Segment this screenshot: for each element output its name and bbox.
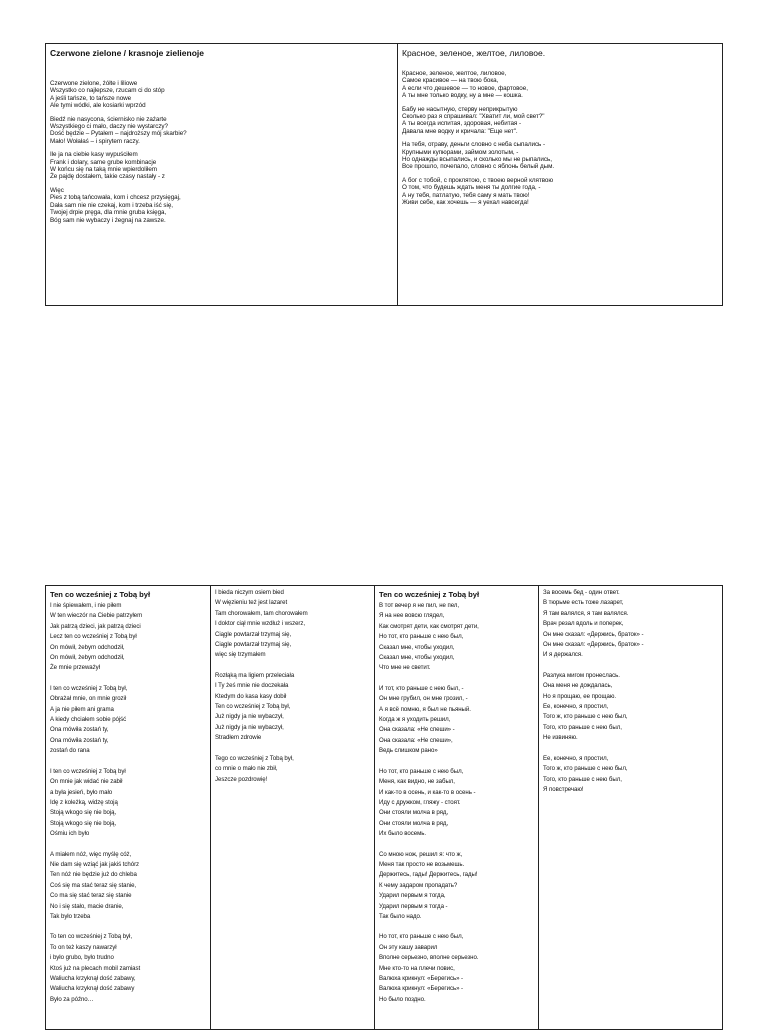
lyric-line: Бабу не насытную, стерву неприкрытую — [402, 105, 518, 113]
lyric-line: Но тот, кто раньше с нею был, — [379, 767, 464, 775]
lyric-line: Idę z koleżką, widzę stoją — [50, 798, 118, 806]
stanza — [50, 80, 393, 110]
lyric-line: Ciągle powtarzał trzymaj się, — [215, 641, 292, 649]
lyric-line: Но однажды всыпались, и сколько мы не рыпались, — [402, 156, 552, 164]
lyric-line: Вполне серьезно, вполне серьезно. — [379, 954, 479, 962]
lyric-line: Он эту кашу заварил — [379, 943, 438, 951]
lyric-line: Иду с дружком, гляжу - стоят. — [379, 798, 461, 806]
stanza — [215, 588, 370, 661]
lyric-line: Она сказала: «Не спеши», — [379, 736, 453, 744]
polish-column — [46, 44, 397, 305]
stanza — [379, 601, 534, 674]
lyric-line: Самое красивое — на твою бока, — [402, 77, 499, 85]
lyric-line: Frank i dolary, same grube kombinacje — [50, 158, 157, 166]
stanza — [50, 932, 206, 1005]
lyric-line: Ile ja na ciebie kasy wypuściłem — [50, 151, 138, 159]
lyric-line: В тюрьме есть тоже лазарет, — [543, 599, 624, 607]
lyric-line: Так было надо. — [379, 912, 422, 920]
lyric-line: I doktor ciął mnie wzdłuż i wszerz, — [215, 620, 306, 628]
lyric-line: Czerwone zielone, żółte i liliowe — [50, 80, 138, 87]
lyric-line: Tego co wcześniej z Tobą był, — [215, 754, 294, 762]
lyric-line: Stoją wkogo się nie boją, — [50, 809, 117, 817]
lyric-line: Он мне сказал: «Держись, браток» - — [543, 630, 644, 638]
lyric-line: Rozłąką ma ligiem przeleciała — [215, 671, 295, 679]
russian-column — [397, 44, 722, 305]
lyric-line: Он мне сказал: «Держись, браток» - — [543, 641, 644, 649]
lyric-line: Wszystko co najlepsze, rzucam ci do stóp — [50, 87, 165, 95]
russian-lyrics-part2 — [538, 586, 722, 1029]
stanza — [50, 187, 393, 224]
lyric-line: В тот вечер я не пил, не пел, — [379, 602, 460, 609]
lyric-line: Того ж, кто раньше с нею был, — [543, 713, 628, 721]
stanza — [379, 932, 534, 1005]
lyric-line: I Ty żeś mnie nie doczekała — [215, 682, 289, 690]
lyric-line: Что мне не светит. — [379, 664, 431, 672]
lyric-line: a była jesień, było mało — [50, 788, 113, 796]
russian-song-title-2: Ten co wcześniej z Tobą był — [379, 590, 480, 599]
lyric-line: A ja nie piłem ani grama — [50, 705, 114, 713]
stanza — [402, 177, 718, 207]
lyric-line: Że pajdę dostałem, takie czasy nastały - z — [50, 173, 165, 181]
lyric-line: Ее, конечно, я простил, — [543, 703, 609, 711]
stanza — [50, 850, 206, 923]
lyric-line: To on też kaszy nawarzył — [50, 943, 117, 951]
lyric-line: Że mnie przeważył — [50, 664, 100, 672]
lyric-line: И как-то в осень, и как-то в осень - — [379, 788, 476, 796]
lyric-line: Но тот, кто раньше с нею был, — [379, 633, 464, 641]
stanza — [50, 601, 206, 674]
stanza — [379, 767, 534, 840]
lyric-line: А если что дешевое — то новое, фартовое, — [402, 84, 528, 92]
lyric-line: On mówił, żebym odchodził, — [50, 654, 125, 662]
lyric-line: Но было поздно. — [379, 995, 426, 1003]
lyric-line: Już nigdy ja nie wybaczył, — [215, 723, 284, 731]
lyric-line: Они стояли молча в ряд, — [379, 819, 449, 827]
lyric-line: A jeśli tańsze, to tańsze nowe — [50, 94, 132, 102]
stanza — [215, 671, 370, 744]
stanza — [215, 754, 370, 785]
lyric-line: Jak patrzą dzieci, jak patrzą dzieci — [50, 622, 141, 630]
lyric-line: За восемь бед - один ответ. — [543, 589, 620, 596]
lyric-line: Ciągle powtarzał trzymaj się, — [215, 630, 292, 638]
lyric-line: I ten co wcześniej z Tobą był — [50, 767, 126, 775]
lyric-line: А я всё помню, я был не пьяный. — [379, 705, 471, 713]
lyric-line: Меня, как видно, не забыл, — [379, 778, 455, 786]
lyric-line: Она меня не дождалась, — [543, 682, 613, 690]
lyric-line: A kiedy chciałem sobie pójść — [50, 716, 127, 724]
lyric-line: To ten co wcześniej z Tobą był, — [50, 933, 132, 941]
lyric-line: zostań do rana — [50, 747, 90, 755]
lyric-line: Jeszcze pozdrowię! — [215, 775, 268, 783]
stanza — [543, 671, 718, 744]
lyric-line: И я держался. — [543, 651, 583, 659]
lyric-line: Stoją wkogo się nie boją, — [50, 819, 117, 827]
lyric-line: Co ma się stać teraz się stanie — [50, 892, 132, 900]
bottom-table — [45, 585, 723, 1030]
lyric-line: Валюха крикнул: «Берегись» - — [379, 985, 464, 993]
lyric-line: Когда ж я уходить решил, — [379, 716, 451, 724]
lyric-line: Ten nóż nie będzie już do chleba — [50, 871, 137, 879]
lyric-line: i było grubo, było trudno — [50, 954, 114, 962]
lyric-line: Как смотрят дети, как смотрят дети, — [379, 622, 479, 630]
lyric-line: Mało! Wołałaś – i spirytem raczy. — [50, 137, 140, 145]
stanza — [402, 70, 718, 100]
stanza — [402, 106, 718, 136]
lyric-line: Но тот, кто раньше с нею был, — [379, 933, 464, 941]
lyric-line: К чему задаром пропадать? — [379, 881, 458, 889]
lyric-line: Того ж, кто раньше с нею был, — [543, 765, 628, 773]
lyric-line: Валюха крикнул: «Берегись» - — [379, 975, 464, 982]
lyric-line: Сколько раз я спрашивал: "Хватит ли, мой свет?" — [402, 113, 545, 121]
lyric-line: Pies z tobą tańcowała, kom i chcesz przysięgaj, — [50, 194, 181, 202]
lyric-line: Bóg sam nie wybaczy i żegnaj na zawsze. — [50, 216, 166, 224]
lyric-line: I nie śpiewałem, i nie piłem — [50, 602, 122, 609]
lyric-line: Było za późno… — [50, 995, 94, 1003]
polish-song-title: Czerwone zielone / krasnoje zielienoje — [50, 48, 204, 58]
lyric-line: No i się stało, macie dranie, — [50, 902, 124, 910]
lyric-line: Waliucha krzyknął dość zabawy, — [50, 975, 136, 982]
lyric-line: Lecz ten co wcześniej z Tobą był — [50, 633, 137, 641]
lyric-line: Я на нее вовсю глядел, — [379, 612, 445, 620]
lyric-line: И тот, кто раньше с нею был, - — [379, 684, 464, 692]
lyric-line: W ten wieczór na Ciebie patrzyłem — [50, 612, 143, 620]
lyric-line: Więc — [50, 186, 64, 194]
lyric-line: Ona mówiła zostań ty, — [50, 736, 109, 744]
lyric-line: Сказал мне, чтобы уходил, — [379, 654, 455, 662]
lyric-line: W końcu się na taką mnie wpierdoliłem — [50, 166, 157, 174]
polish-song-title-2: Ten co wcześniej z Tobą był — [50, 590, 151, 599]
stanza — [50, 767, 206, 840]
lyric-line: Крупными купюрами, займом золотым, - — [402, 148, 519, 156]
lyric-line: On mnie jak widać nie zabił — [50, 778, 123, 786]
lyric-line: Biedź nie nasycona, ściernisko nie zażarte — [50, 115, 167, 123]
lyric-line: На тебя, отраву, деньги словно с неба сыпались - — [402, 141, 546, 149]
stanza — [50, 684, 206, 757]
lyric-line: Tam chorowałem, tam chorowałem — [215, 609, 308, 617]
lyric-line: Того, кто раньше с нею был, — [543, 723, 622, 731]
lyric-line: I ten co wcześniej z Tobą był, — [50, 684, 128, 692]
lyric-line: Ударил первым я тогда, — [379, 892, 446, 900]
lyric-line: А бог с тобой, с проклятою, с твоею верной клятвою — [402, 176, 554, 184]
stanza — [379, 850, 534, 923]
lyric-line: Я там валялся, я там валялся. — [543, 609, 629, 617]
lyric-line: Waliucha krzyknął dość zabawy — [50, 985, 135, 993]
lyric-line: Живи себе, как хочешь — я уехал навсегда! — [402, 199, 529, 207]
lyric-line: А ты мне только водку, ну а мне — кошка. — [402, 92, 523, 100]
lyric-line: Stradłem zdrowie — [215, 734, 262, 742]
lyric-line: Их было восемь. — [379, 830, 426, 838]
lyric-line: Сказал мне, чтобы уходил, — [379, 643, 455, 651]
lyric-line: Nie dam się wziąć jak jakiś tchórz — [50, 860, 140, 868]
lyric-line: Tak było trzeba — [50, 912, 91, 920]
stanza — [543, 588, 718, 661]
stanza — [402, 141, 718, 171]
lyric-line: Ale tymi wódki, ale kosiarki wprzód — [50, 102, 146, 110]
lyric-line: Dość będzie – Pytałem – najdroższy mój skarbie? — [50, 130, 187, 138]
lyric-line: Twojej drpie pręga, dla mnie gruba księga, — [50, 209, 167, 217]
russian-song-title: Красное, зеленое, желтое, лиловое. — [402, 48, 546, 58]
top-table — [45, 43, 723, 306]
lyric-line: Мне кто-то на плечи повис, — [379, 964, 455, 972]
polish-lyrics-part1 — [46, 586, 210, 1029]
lyric-line: Красное, зеленое, желтое, лиловое, — [402, 70, 507, 77]
lyric-line: Я повстречаю! — [543, 785, 584, 793]
lyric-line: А ну тебя, патлатую, тебя саму я мать твою! — [402, 191, 530, 199]
lyric-line: А ты всегда испитая, здоровая, небитая - — [402, 120, 522, 128]
lyric-line: Меня так просто не возьмешь. — [379, 860, 465, 868]
lyric-line: Со мною нож, решил я: что ж, — [379, 850, 463, 858]
lyric-line: Obrażał mnie, on mnie groził — [50, 695, 127, 703]
lyric-line: Не извиняю. — [543, 734, 578, 742]
lyric-line: Но я прощаю, ее прощаю. — [543, 692, 616, 700]
lyric-line: Ее, конечно, я простил, — [543, 754, 609, 762]
lyric-line: Врач резал вдоль и поперек, — [543, 620, 624, 628]
lyric-line: W więzieniu też jest lazaret — [215, 599, 288, 607]
lyric-line: О том, что будешь ждать меня ты долгие года, - — [402, 184, 541, 192]
lyric-line: Ktedym do kasa kasy dobił — [215, 692, 287, 700]
lyric-line: Wszystkiego ci mało, daczy nie wystarczy? — [50, 123, 168, 131]
lyric-line: I bieda niczym osiem bied — [215, 589, 284, 596]
lyric-line: więc się trzymałem — [215, 651, 266, 659]
stanza — [379, 684, 534, 757]
lyric-line: Ośmiu ich było — [50, 830, 90, 838]
stanza — [543, 754, 718, 796]
lyric-line: On mówił, żebym odchodził, — [50, 643, 125, 651]
lyric-line: Разлука мигом пронеслась. — [543, 671, 620, 679]
lyric-line: Она сказала: «Не спеши» - — [379, 726, 455, 734]
lyric-line: Ударил первым я тогда - — [379, 902, 448, 910]
lyric-line: Ona mówiła zostań ty, — [50, 726, 109, 734]
lyric-line: Того, кто раньше с нею был, — [543, 775, 622, 783]
lyric-line: Ведь слишком рано» — [379, 747, 438, 755]
lyric-line: Они стояли молча в ряд, — [379, 809, 449, 817]
stanza — [50, 116, 393, 146]
lyric-line: co mnie o mało nie zbił, — [215, 765, 278, 773]
lyric-line: A miałem nóż, więc myślę cóż, — [50, 850, 132, 858]
lyric-line: Все прошло, почепало, словно с яблонь белый дым. — [402, 163, 555, 171]
lyric-line: Ktoś już na plecach mobil zamiast — [50, 964, 141, 972]
lyric-line: Ten co wcześniej z Tobą był, — [215, 703, 291, 711]
lyric-line: Давала мне водку и кричала: "Еще нет". — [402, 127, 518, 135]
lyric-line: Już nigdy ja nie wybaczył, — [215, 713, 284, 721]
polish-lyrics-part2 — [210, 586, 374, 1029]
russian-lyrics-part1 — [374, 586, 538, 1029]
lyric-line: Держитесь, гады! Держитесь, гады! — [379, 871, 478, 879]
lyric-line: Он мне грубил, он мне грозил, - — [379, 695, 468, 703]
stanza — [50, 151, 393, 181]
lyric-line: Coś się ma stać teraz się stanie, — [50, 881, 137, 889]
lyric-line: Dała sam nie nie czekaj, kom i trzeba iść się, — [50, 201, 173, 209]
